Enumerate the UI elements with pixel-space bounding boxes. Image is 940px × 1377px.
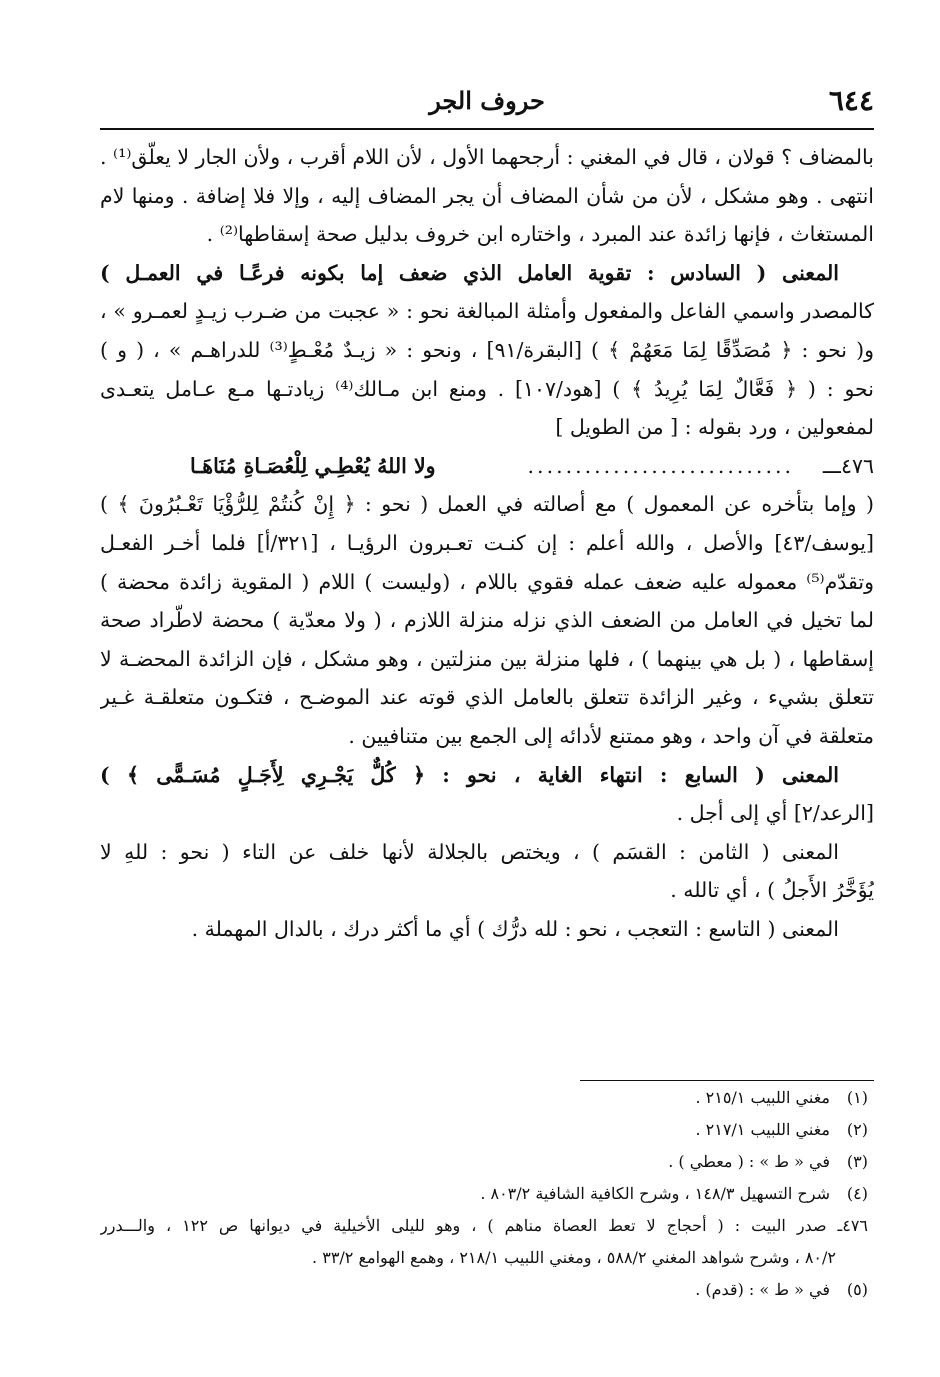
text-line: تتعلق بشيء ، وغير الزائدة تتعلق بالعامل الذي قوته عند الموضـح ، فتكـون متعلقـة غـير <box>100 685 874 710</box>
footnote-text: مغني اللبيب ٢١٥/١ . <box>695 1088 830 1107</box>
text-line: متعلقة في آن واحد ، وهو ممتنع لأدائه إلى الجمع بين متنافيين . <box>348 723 874 748</box>
verse-ellipsis: ............................ <box>527 453 794 478</box>
text-line: وتقدّم⁽⁵⁾ معموله عليه ضعف عمله فقوي باللام ، (وليست ) اللام ( المقوية زائدة محضة ) <box>100 569 874 594</box>
section-heading-eighth: المعنى ( الثامن : القسَم ) ، ويختص بالجلالة لأنها خلف عن التاء ( نحو : للهِ لا <box>100 839 839 864</box>
text-line: المستغاث ، فإنها زائدة عند المبرد ، واختاره ابن خروف بدليل صحة إسقاطها⁽²⁾ . <box>206 222 874 247</box>
text-line: ( وإما بتأخره عن المعمول ) مع أصالته في العمل ( نحو : ﴿ إِنْ كُنتُمْ لِلرُّؤْيَا تَعْـبُرُونَ ﴾ ) <box>100 492 874 517</box>
text-line: انتهى . وهو مشكل ، لأن من شأن المضاف أن يجر المضاف إليه ، وإلا فلا إضافة . ومنها لام <box>100 183 874 208</box>
text-line: لما تخيل في العامل من الضعف الذي نزله منزلة اللازم ، ( ولا معدّية ) محضة لاطّراد صحة <box>100 608 874 633</box>
page-header <box>100 84 874 124</box>
verse-line <box>100 447 874 486</box>
footnote-mark: (٣) <box>846 1152 868 1171</box>
footnote-mark: (٥) <box>846 1280 868 1299</box>
text-line: [الرعد/٢] أي إلى أجل . <box>676 801 874 826</box>
verse-number: ٤٧٦ـــ <box>822 453 874 478</box>
text-line: و( نحو : ﴿ مُصَدِّقًا لِمَا مَعَهُمْ ﴾ ) [البقرة/٩١] ، ونحو : « زيـدٌ مُعْـطٍ⁽³⁾ للدراهـم » ، ( و ) <box>100 337 874 362</box>
text-line: نحو : ( ﴿ فَعَّالٌ لِمَا يُرِيدُ ﴾ ) [هود/١٠٧] . ومنع ابن مـالك⁽⁴⁾ زيادتـها مـع عـامل يتعـدى <box>100 376 874 401</box>
text-line: [يوسف/٤٣] والأصل ، والله أعلم : إن كنـت تعـبرون الرؤيـا ، [٣٢١/أ] فلما أخـر الفعـل <box>100 530 874 555</box>
header-rule <box>100 128 874 130</box>
running-title: حروف الجر <box>429 86 545 115</box>
footnote-text: مغني اللبيب ٢١٧/١ . <box>695 1120 830 1139</box>
text-line: كالمصدر واسمي الفاعل والمفعول وأمثلة المبالغة نحو : « عجبت من ضـرب زيـدٍ لعمـرو » ، <box>100 299 874 324</box>
footnote <box>100 1146 868 1178</box>
footnote-mark: (٤) <box>846 1184 868 1203</box>
footnote-text: في « ط » : (قدم) . <box>695 1280 830 1299</box>
footnote-text: شرح التسهيل ١٤٨/٣ ، وشرح الكافية الشافية ٨٠٣/٢ . <box>480 1184 830 1203</box>
footnote-text: في « ط » : ( معطي ) . <box>668 1152 830 1171</box>
footnote <box>100 1178 868 1210</box>
text-line: يُؤَخَّرُ الأَجلُ ) ، أي تالله . <box>670 878 874 903</box>
text-line: بالمضاف ؟ قولان ، قال في المغني : أرجحهما الأول ، لأن اللام أقرب ، ولأن الجار لا يعلّق⁽¹⁾ . <box>100 145 874 169</box>
section-heading-sixth: المعنى ( السادس : تقوية العامل الذي ضعف إما بكونه فرعًـا في العمـل ) <box>100 260 839 285</box>
footnote-verse-source: ٤٧٦ـ صدر البيت : ( أحجاج لا تعط العصاة مناهم ) ، وهو لليلى الأخيلية في ديوانها ص ١٢٢ ، والـــدرر <box>100 1216 868 1235</box>
footnote-verse-source-cont: ٨٠/٢ ، وشرح شواهد المغني ٥٨٨/٢ ، ومغني اللبيب ٢١٨/١ ، وهمع الهوامع ٣٣/٢ . <box>312 1248 836 1267</box>
footnote-rule <box>580 1080 874 1081</box>
text-line: إسقاطها ، ( بل هي بينهما ) ، فلها منزلة بين منزلتين ، وهو مشكل ، فإن الزائدة المحضـة لا <box>100 646 874 671</box>
section-heading-ninth: المعنى ( التاسع : التعجب ، نحو : لله درُّك ) أي ما أكثر درك ، بالدال المهملة . <box>191 916 839 941</box>
section-heading-seventh: المعنى ( السابع : انتهاء الغاية ، نحو : ﴿ كُلٌّ يَجْـرِي لِأَجَـلٍ مُسَـمًّى ﴾ ) <box>100 762 839 787</box>
footnote <box>100 1274 868 1306</box>
verse-text: ولا اللهُ يُعْطِـي لِلْعُصَـاةِ مُنَاهَـا <box>190 453 436 478</box>
text-line: لمفعولين ، ورد بقوله : [ من الطويل ] <box>555 415 874 440</box>
footnote <box>100 1114 868 1146</box>
footnote <box>100 1082 868 1114</box>
main-text <box>100 138 874 1073</box>
footnote-mark: (١) <box>846 1088 868 1107</box>
footnote-mark: (٢) <box>846 1120 868 1139</box>
page-number: ٦٤٤ <box>828 84 874 117</box>
footnotes <box>100 1082 868 1306</box>
